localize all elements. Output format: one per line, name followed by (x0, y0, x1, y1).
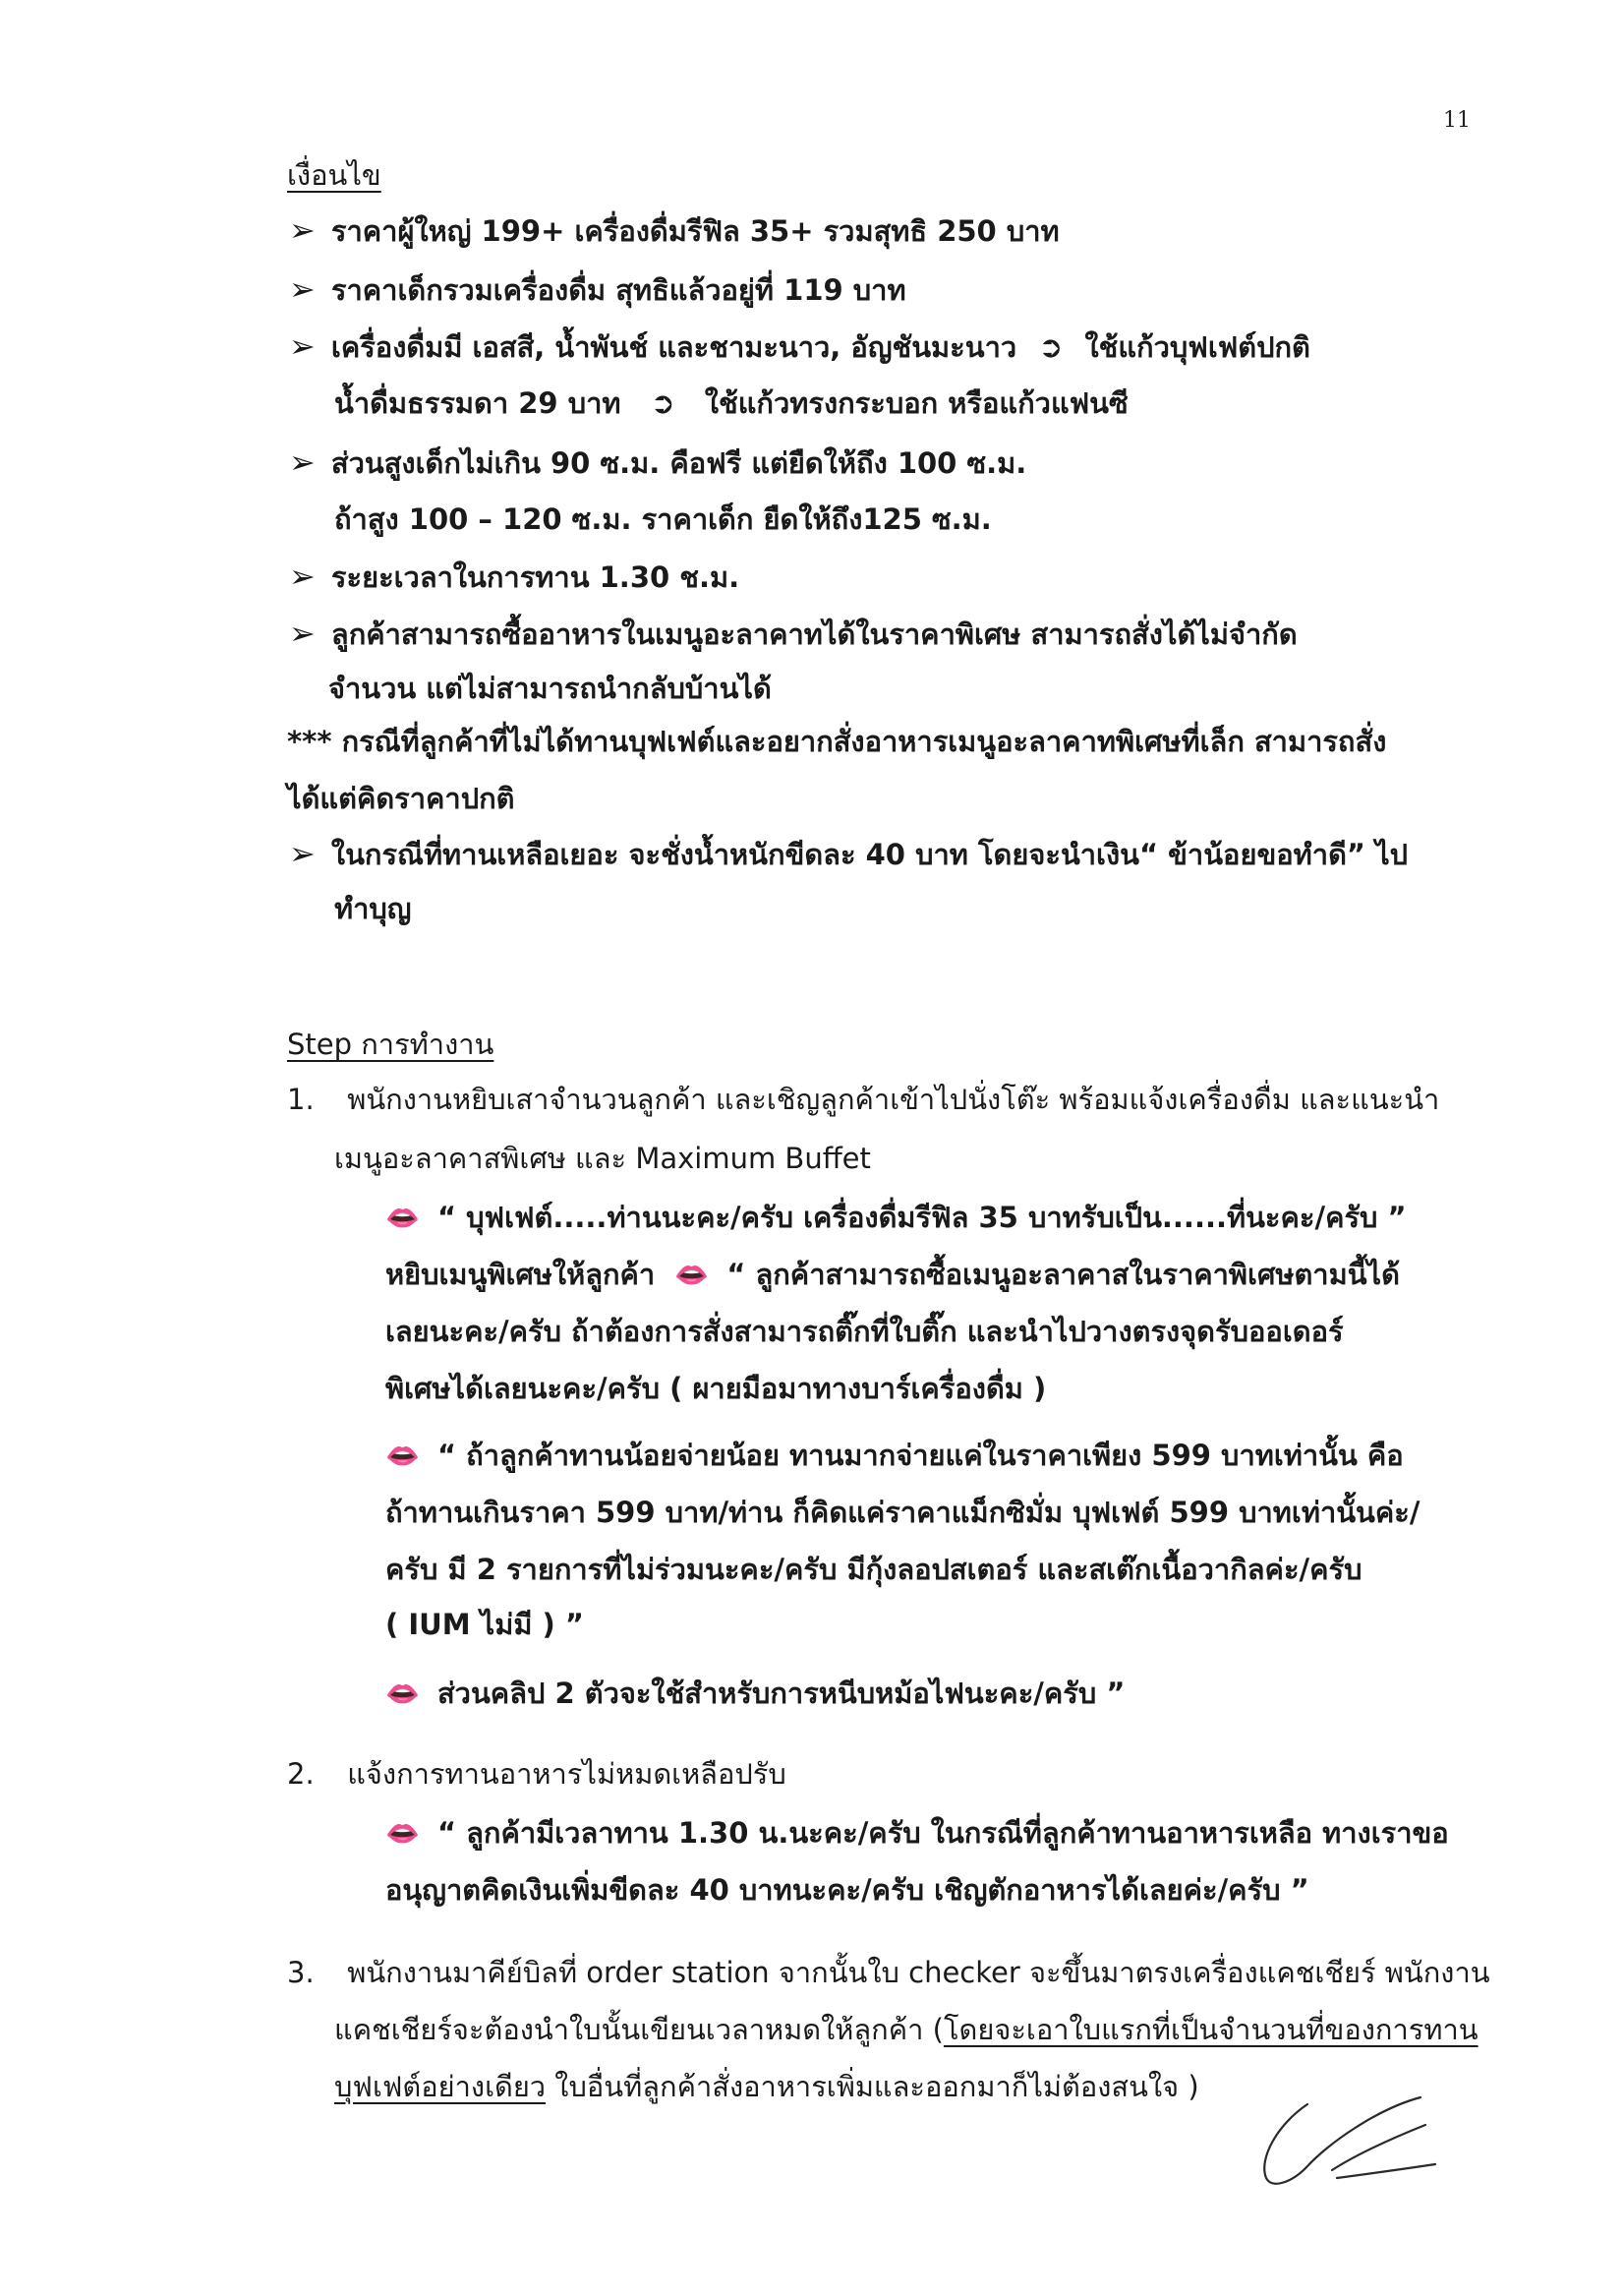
arrow-bullet-icon: ➢ (289, 558, 316, 595)
condition-item-alacarte-cont: จำนวน แต่ไม่สามารถนำกลับบ้านได้ (328, 672, 772, 705)
script-quote-1-line4: พิเศษได้เลยนะคะ/ครับ ( ผายมือมาทางบาร์เครื่องดื่ม ) (385, 1372, 1047, 1405)
signature-image (1239, 2080, 1465, 2198)
conditions-heading: เงื่อนไข (287, 158, 381, 192)
step-text: แคชเชียร์จะต้องนำใบนั้นเขียนเวลาหมดให้ลูกค้า ( (334, 2013, 944, 2046)
condition-item-child-height-cont: ถ้าสูง 100 – 120 ซ.ม. ราคาเด็ก ยืดให้ถึง125 ซ.ม. (334, 502, 992, 536)
condition-text: ลูกค้าสามารถซื้ออาหารในเมนูอะลาคาทได้ในราคาพิเศษ สามารถสั่งได้ไม่จำกัด (330, 618, 1298, 651)
condition-text: ใช้แก้วทรงกระบอก หรือแก้วแฟนซี (704, 386, 1129, 420)
script-quote-2-line4: ( IUM ไม่มี ) ” (385, 1608, 584, 1641)
arrow-bullet-icon: ➢ (289, 270, 316, 308)
condition-text: ใช้แก้วบุฟเฟต์ปกติ (1084, 330, 1310, 364)
lips-icon: 👄 (385, 1440, 420, 1472)
arrow-bullet-icon: ➢ (289, 211, 316, 249)
step-text-underlined: โดยจะเอาใบแรกที่เป็นจำนวนที่ของการทาน (943, 2013, 1478, 2046)
condition-item-leftover (289, 834, 1408, 874)
step-number: 2. (287, 1757, 315, 1791)
step-number: 3. (287, 1956, 315, 1989)
step-text: ใบอื่นที่ลูกค้าสั่งอาหารเพิ่มและออกมาก็ไม่ต้องสนใจ ) (546, 2070, 1199, 2103)
condition-item-child-price (289, 269, 906, 310)
script-quote-3 (385, 1674, 1125, 1714)
lips-icon: 👄 (385, 1817, 420, 1850)
step-number: 1. (287, 1083, 315, 1116)
step-3-line2 (334, 2010, 1478, 2049)
script-quote-2 (385, 1436, 1404, 1476)
condition-item-leftover-cont: ทำบุญ (334, 892, 412, 925)
condition-item-child-height (289, 442, 1026, 483)
lips-icon: 👄 (385, 1202, 420, 1234)
condition-text: ราคาผู้ใหญ่ 199+ เครื่องดื่มรีฟิล 35+ รวมสุทธิ 250 บาท (330, 214, 1060, 248)
condition-item-duration (289, 557, 739, 597)
step-1-cont: เมนูอะลาคาสพิเศษ และ Maximum Buffet (334, 1142, 871, 1175)
quote-text: หยิบเมนูพิเศษให้ลูกค้า (385, 1258, 656, 1291)
condition-text: เครื่องดื่มมี เอสสี, น้ำพันช์ และชามะนาว, อัญชันมะนาว (330, 330, 1017, 364)
quote-text: “ ถ้าลูกค้าทานน้อยจ่ายน้อย ทานมากจ่ายแค่ในราคาเพียง 599 บาทเท่านั้น คือ (436, 1439, 1404, 1472)
circle-arrow-icon: ➲ (1038, 330, 1064, 365)
script-quote-1-line3: เลยนะคะ/ครับ ถ้าต้องการสั่งสามารถติ๊กที่ใบติ๊ก และนำไปวางตรงจุดรับออเดอร์ (385, 1315, 1344, 1348)
quote-text: “ ลูกค้าสามารถซื้อเมนูอะลาคาสในราคาพิเศษตามนี้ได้ (726, 1258, 1400, 1291)
condition-item-adult-price (289, 210, 1060, 251)
step-text-underlined: บุฟเฟต์อย่างเดียว (334, 2070, 547, 2103)
condition-note-cont: ได้แต่คิดราคาปกติ (287, 782, 515, 815)
arrow-bullet-icon: ➢ (289, 443, 316, 481)
step-3 (287, 1953, 1490, 1992)
condition-item-water (334, 383, 1129, 424)
step-text: พนักงานมาคีย์บิลที่ order station จากนั้นใบ checker จะขึ้นมาตรงเครื่องแคชเชียร์ พนักงาน (347, 1956, 1490, 1989)
script-quote-1-line2 (385, 1255, 1400, 1295)
step-1 (287, 1080, 1439, 1119)
arrow-bullet-icon: ➢ (289, 835, 316, 872)
quote-text: “ ลูกค้ามีเวลาทาน 1.30 น.นะคะ/ครับ ในกรณีที่ลูกค้าทานอาหารเหลือ ทางเราขอ (436, 1816, 1449, 1850)
step-text: แจ้งการทานอาหารไม่หมดเหลือปรับ (347, 1757, 786, 1791)
script-quote-2-line2: ถ้าทานเกินราคา 599 บาท/ท่าน ก็คิดแค่ราคาแม็กซิมั่ม บุฟเฟต์ 599 บาทเท่านั้นค่ะ/ (385, 1496, 1420, 1529)
step-text: พนักงานหยิบเสาจำนวนลูกค้า และเชิญลูกค้าเข้าไปนั่งโต๊ะ พร้อมแจ้งเครื่องดื่ม และแนะนำ (347, 1083, 1440, 1116)
step-3-line3 (334, 2067, 1199, 2106)
circle-arrow-icon: ➲ (650, 386, 675, 421)
quote-text: ส่วนคลิป 2 ตัวจะใช้สำหรับการหนีบหม้อไฟนะคะ/ครับ ” (436, 1677, 1126, 1710)
condition-item-drinks (289, 326, 1310, 368)
lips-icon: 👄 (674, 1259, 710, 1291)
page-number: 11 (1443, 108, 1471, 133)
condition-text: ในกรณีที่ทานเหลือเยอะ จะชั่งน้ำหนักขีดละ 40 บาท โดยจะนำเงิน“ ข้าน้อยขอทำดี” ไป (330, 838, 1409, 871)
condition-text: ระยะเวลาในการทาน 1.30 ช.ม. (330, 560, 740, 594)
lips-icon: 👄 (385, 1678, 420, 1710)
arrow-bullet-icon: ➢ (289, 615, 316, 652)
condition-note: *** กรณีที่ลูกค้าที่ไม่ได้ทานบุฟเฟต์และอยากสั่งอาหารเมนูอะลาคาทพิเศษที่เล็ก สามารถสั่ง (287, 725, 1387, 758)
script-quote-4 (385, 1813, 1449, 1854)
condition-item-alacarte (289, 614, 1298, 654)
script-quote-1 (385, 1198, 1407, 1238)
script-quote-4-line2: อนุญาตคิดเงินเพิ่มขีดละ 40 บาทนะคะ/ครับ เชิญตักอาหารได้เลยค่ะ/ครับ ” (385, 1873, 1309, 1907)
steps-heading: Step การทำงาน (287, 1028, 494, 1061)
quote-text: “ บุฟเฟต์.....ท่านนะคะ/ครับ เครื่องดื่มรีฟิล 35 บาทรับเป็น......ที่นะคะ/ครับ ” (436, 1201, 1407, 1234)
condition-text: ราคาเด็กรวมเครื่องดื่ม สุทธิแล้วอยู่ที่ 119 บาท (330, 273, 906, 307)
condition-text: ส่วนสูงเด็กไม่เกิน 90 ซ.ม. คือฟรี แต่ยืดให้ถึง 100 ซ.ม. (330, 446, 1027, 480)
arrow-bullet-icon: ➢ (289, 327, 316, 365)
step-2 (287, 1754, 786, 1794)
script-quote-2-line3: ครับ มี 2 รายการที่ไม่ร่วมนะคะ/ครับ มีกุ้งลอปสเตอร์ และสเต๊กเนื้อวากิลค่ะ/ครับ (385, 1553, 1362, 1586)
condition-text: น้ำดื่มธรรมดา 29 บาท (334, 386, 621, 420)
